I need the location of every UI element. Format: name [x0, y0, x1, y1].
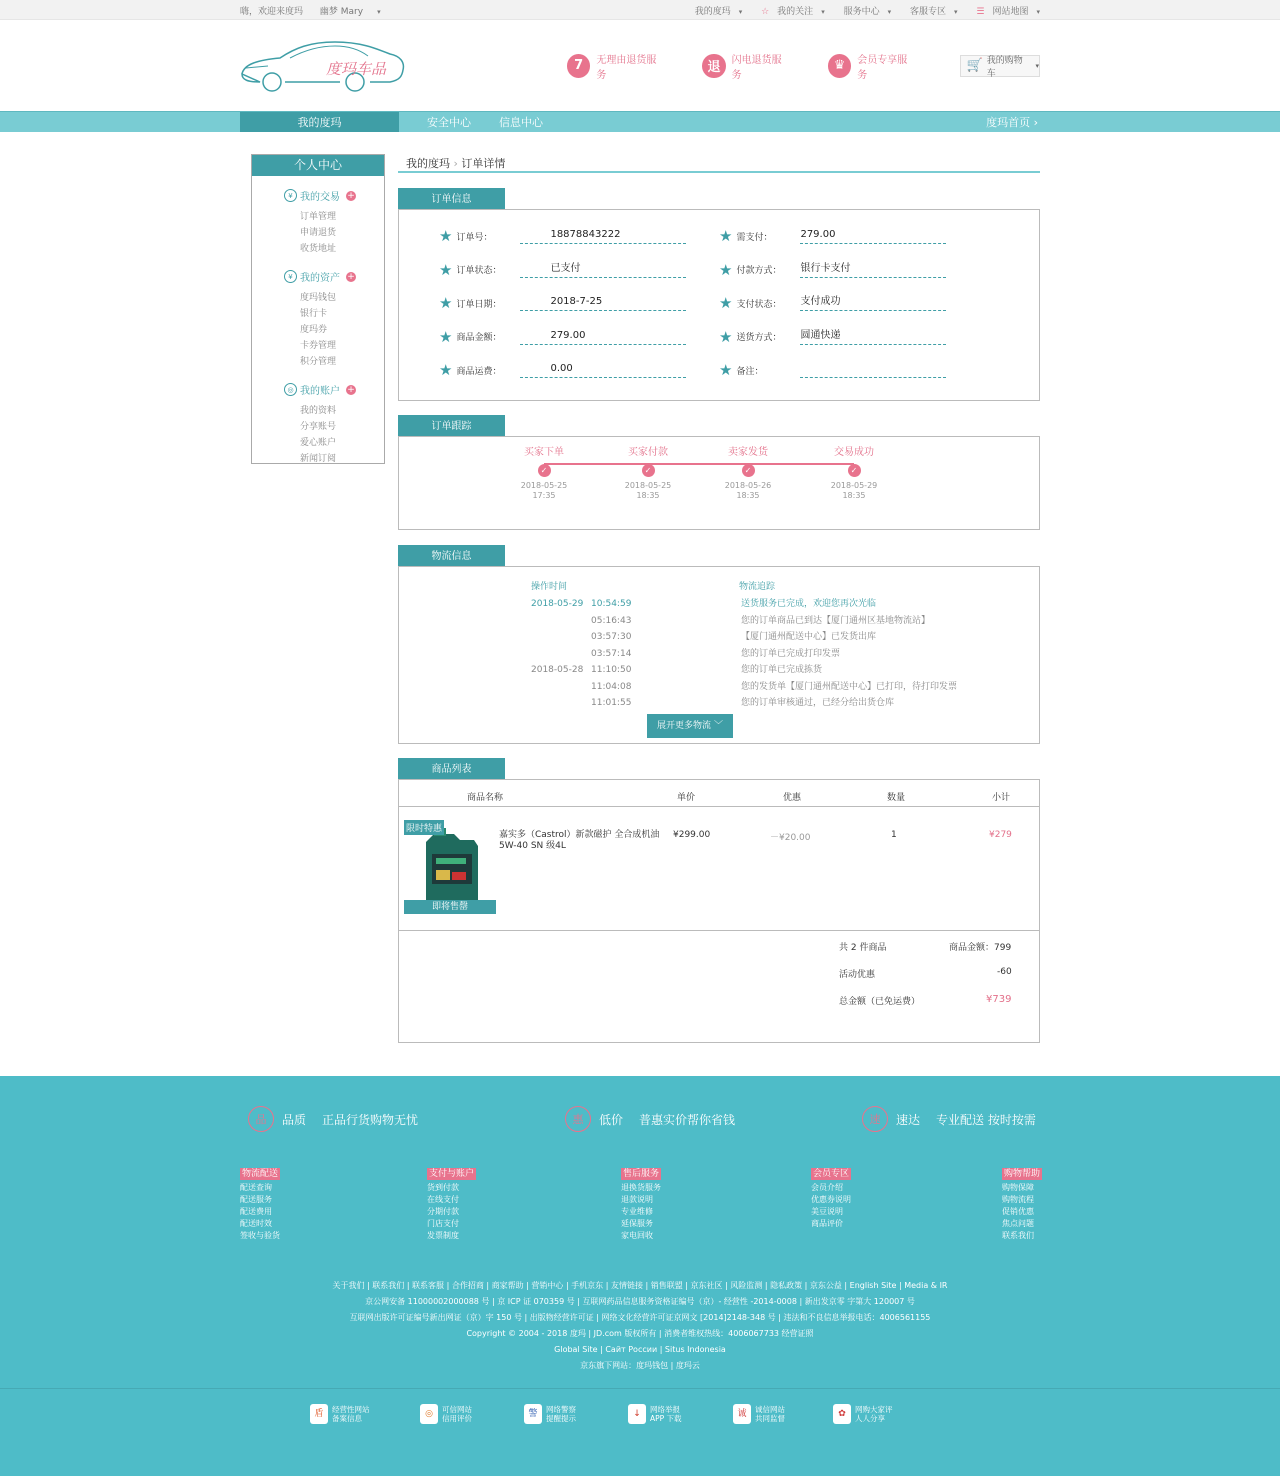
footer-link[interactable]: 延保服务	[621, 1219, 653, 1228]
progress-step	[608, 443, 688, 501]
footer-link[interactable]: 优惠券说明	[811, 1195, 851, 1204]
order-field	[439, 260, 686, 280]
caret-down-icon: ▾	[821, 7, 825, 16]
log-text: 您的订单已完成打印发票	[741, 648, 841, 659]
nav-home[interactable]: 度玛首页 ›	[986, 116, 1038, 129]
badge-line: 诚信网站	[755, 1405, 785, 1414]
field-value: 银行卡支付	[800, 262, 946, 278]
badge-line: 人人分享	[855, 1414, 885, 1423]
log-date: 2018-05-29	[531, 599, 584, 609]
footer-link[interactable]: 焦点问题	[1002, 1219, 1034, 1228]
col-name: 商品名称	[467, 793, 504, 803]
footer-link[interactable]: 配送查询	[240, 1183, 272, 1192]
cart-icon: 🛒	[966, 58, 983, 73]
badge-line: 备案信息	[332, 1414, 362, 1423]
log-time: 11:04:08	[591, 681, 632, 692]
caret-down-icon: ▾	[377, 7, 381, 16]
sidebar-group-assets	[252, 269, 384, 370]
check-icon: ✓	[742, 464, 755, 477]
footer-link[interactable]: 会员介绍	[811, 1183, 843, 1192]
log-time: 03:57:14	[591, 648, 632, 659]
badge-text	[332, 1405, 370, 1423]
shield-icon: ¥	[284, 189, 297, 202]
sidebar-item-card-manage[interactable]: 卡券管理	[300, 341, 337, 351]
star-icon: ★	[719, 260, 733, 279]
order-field	[439, 226, 686, 246]
footer-link[interactable]: 家电回收	[621, 1231, 653, 1240]
service-member[interactable]: ♛ 会员专享服务	[828, 51, 916, 81]
star-icon: ★	[719, 227, 733, 245]
badge-line: 网络举报	[650, 1405, 680, 1414]
footer-link[interactable]: 签收与验货	[240, 1231, 280, 1240]
sidebar-item-coupon[interactable]: 度玛券	[300, 325, 328, 335]
link-my-account[interactable]: 我的度玛 ▾	[694, 6, 743, 17]
field-value	[800, 362, 946, 378]
chevron-right-icon: ›	[453, 157, 462, 170]
trust-badge[interactable]	[310, 1404, 370, 1424]
greeting: 嗨，欢迎来度玛	[240, 6, 304, 17]
footer-link[interactable]: 配送时效	[240, 1219, 272, 1228]
tab-logistics: 物流信息	[398, 545, 505, 567]
user-icon: ◎	[284, 383, 297, 396]
sidebar-item-bankcard[interactable]: 银行卡	[300, 309, 328, 319]
badge-line: APP 下载	[650, 1414, 682, 1423]
main-content	[398, 154, 1040, 1007]
field-label: 订单状态：	[456, 266, 502, 276]
logo[interactable]	[240, 36, 405, 96]
goods-panel	[398, 779, 1040, 1043]
field-value: 0.00	[520, 362, 686, 378]
link-service-center[interactable]: 服务中心 ▾	[843, 6, 892, 17]
sidebar-item-points[interactable]: 积分管理	[300, 357, 337, 367]
speed-icon: 速	[862, 1106, 888, 1132]
top-bar	[0, 0, 1280, 20]
footer-column	[427, 1168, 476, 1242]
check-icon: ✓	[848, 464, 861, 477]
footer-column	[1002, 1168, 1042, 1242]
badge-text	[855, 1405, 893, 1423]
badge-text	[442, 1405, 472, 1423]
footer-column-title: 会员专区	[813, 1169, 850, 1179]
order-field	[719, 226, 946, 246]
footer-link[interactable]: 购物流程	[1002, 1195, 1034, 1204]
col-price: 单价	[677, 793, 696, 803]
log-date: 2018-05-28	[531, 665, 584, 675]
summary-count: 共 2 件商品	[839, 943, 887, 953]
divider	[399, 806, 1039, 807]
product-discount: －¥20.00	[770, 833, 811, 843]
divider	[399, 930, 1039, 931]
footer-column-title: 物流配送	[242, 1169, 279, 1179]
badge-icon: ◎	[420, 1404, 438, 1424]
badge-icon: ✿	[833, 1404, 851, 1424]
field-label: 需支付：	[736, 232, 773, 243]
badge-line: 可信网站	[442, 1405, 472, 1414]
sidebar-group-trade	[252, 188, 384, 257]
footer-link[interactable]: 门店支付	[427, 1219, 459, 1228]
step-name: 交易成功	[834, 447, 874, 458]
badge-icon: 警	[524, 1404, 542, 1424]
main-nav	[0, 111, 1280, 132]
logistics-panel	[398, 566, 1040, 744]
star-icon: ★	[439, 294, 453, 312]
col-time-header: 操作时间	[531, 582, 568, 592]
log-text: 您的订单商品已到达【厦门通州区基地物流站】	[741, 615, 931, 626]
order-tracking-panel	[398, 436, 1040, 530]
plus-icon[interactable]: +	[347, 384, 355, 395]
field-label: 订单日期：	[456, 299, 502, 310]
col-track-header: 物流追踪	[739, 582, 776, 592]
log-text: 您的发货单【厦门通州配送中心】已打印，待打印发票	[741, 681, 958, 692]
badge-text	[650, 1405, 682, 1423]
benefit-fast: 速 速达 专业配送 按时按需	[862, 1106, 1036, 1132]
footer-link[interactable]: 促销优惠	[1002, 1207, 1034, 1216]
plus-icon[interactable]: +	[347, 271, 355, 282]
step-date: 2018-05-26	[724, 481, 772, 490]
sidebar-title: 个人中心	[252, 155, 384, 176]
field-value: 2018-7-25	[520, 295, 686, 311]
crown-icon: ♛	[828, 54, 851, 78]
sidebar	[251, 154, 385, 464]
product-subtotal: ¥279	[989, 830, 1012, 840]
trust-badge[interactable]	[628, 1404, 682, 1424]
nav-security-center[interactable]: 安全中心	[427, 116, 471, 129]
quality-icon: 品	[248, 1106, 274, 1132]
progress-step	[708, 443, 788, 501]
nav-my-duma[interactable]: 我的度玛	[240, 112, 399, 132]
order-field	[439, 293, 686, 313]
star-icon: ★	[439, 227, 453, 245]
field-value: 18878843222	[520, 228, 686, 244]
chevron-down-icon: ﹀	[713, 721, 723, 731]
log-text: 您的订单已完成拣货	[741, 665, 823, 675]
sidebar-item-charity[interactable]: 爱心账户	[300, 438, 337, 448]
footer-links-line[interactable]: 关于我们 | 联系我们 | 联系客服 | 合作招商 | 商家帮助 | 营销中心 | 手机京东 | 友情链接 | 销售联盟 | 京东社区 | 风险监测 | 隐私政策 | 京东公益 | English Site | Media & IR	[332, 1281, 948, 1290]
footer-column	[240, 1168, 280, 1242]
trust-badge[interactable]	[420, 1404, 472, 1424]
log-time: 10:54:59	[591, 599, 632, 609]
sidebar-group-title[interactable]: ¥ 我的交易 +	[284, 188, 384, 203]
product-qty: 1	[891, 830, 897, 840]
order-field	[719, 293, 946, 313]
footer-link[interactable]: 联系我们	[1002, 1231, 1034, 1240]
badge-icon: 盾	[310, 1404, 328, 1424]
log-text: 送货服务已完成，欢迎您再次光临	[741, 599, 877, 609]
summary-total-value: ¥739	[986, 994, 1012, 1005]
step-name: 买家下单	[524, 447, 564, 458]
trust-badge[interactable]	[524, 1404, 576, 1424]
log-time: 11:10:50	[591, 665, 632, 675]
tab-order-info: 订单信息	[398, 188, 505, 210]
field-value: 支付成功	[800, 295, 946, 311]
star-icon: ★	[719, 294, 733, 312]
sidebar-item-news[interactable]: 新闻订阅	[300, 454, 337, 464]
sidebar-group-title[interactable]: ¥ 我的资产 +	[284, 269, 384, 284]
check-icon: ✓	[642, 464, 655, 477]
footer-column	[811, 1168, 851, 1230]
footer-link[interactable]: 退款说明	[621, 1195, 653, 1204]
star-icon: ★	[439, 260, 453, 279]
footer-links	[0, 1278, 1280, 1374]
summary-amount: 商品金额：799	[949, 943, 1012, 953]
footer-links-line: Copyright © 2004 - 2018 度玛 | JD.com 版权所有 | 消费者维权热线：4006067733 经营证照	[466, 1329, 814, 1338]
footer-link[interactable]: 专业维修	[621, 1207, 653, 1216]
step-date: 2018-05-29	[830, 481, 878, 490]
link-site-map[interactable]: ☰ 网站地图 ▾	[976, 6, 1040, 17]
col-subtotal: 小计	[992, 793, 1011, 803]
footer-link[interactable]: 商品评价	[811, 1219, 843, 1228]
log-text: 【厦门通州配送中心】已发货出库	[741, 632, 877, 642]
seven-days-icon: 7	[567, 54, 590, 78]
tab-order-tracking: 订单跟踪	[398, 415, 505, 437]
sidebar-item-profile[interactable]: 我的资料	[300, 406, 337, 416]
return-icon: 退	[702, 54, 725, 78]
step-time: 18:35	[736, 491, 760, 500]
benefit-quality: 品 品质 正品行货购物无忧	[248, 1106, 418, 1132]
footer-links-line[interactable]: 京东旗下网站：度玛钱包 | 度玛云	[580, 1361, 700, 1370]
badge-text	[546, 1405, 576, 1423]
field-label: 订单号：	[456, 232, 493, 243]
field-value: 279.00	[800, 228, 946, 244]
caret-down-icon: ▾	[954, 7, 958, 16]
product-image[interactable]	[404, 820, 496, 914]
field-value: 已支付	[520, 262, 686, 278]
star-icon: ☆	[761, 6, 770, 17]
sidebar-item-orders[interactable]: 订单管理	[300, 212, 337, 222]
tab-goods-list: 商品列表	[398, 758, 505, 780]
chevron-right-icon: ›	[1033, 116, 1038, 129]
field-label: 支付状态：	[736, 299, 782, 310]
footer-link[interactable]: 配送费用	[240, 1207, 272, 1216]
log-time: 11:01:55	[591, 698, 632, 708]
col-qty: 数量	[887, 793, 906, 803]
footer-link[interactable]: 配送服务	[240, 1195, 272, 1204]
logo-text: 度玛车品	[326, 59, 387, 78]
order-field	[719, 260, 946, 280]
trust-badge[interactable]	[833, 1404, 893, 1424]
sidebar-group-account	[252, 382, 384, 467]
link-customer-service[interactable]: 客服专区 ▾	[909, 6, 958, 17]
step-time: 18:35	[636, 491, 660, 500]
footer-column-title: 售后服务	[623, 1169, 660, 1179]
product-name[interactable]: 嘉实多（Castrol）新款磁护 全合成机油 5W-40 SN 级4L	[499, 830, 660, 851]
order-field	[439, 327, 686, 347]
tag-limited-offer: 限时特惠	[404, 820, 444, 835]
field-label: 送货方式：	[736, 333, 782, 343]
order-info-panel	[398, 209, 1040, 401]
sidebar-item-share[interactable]: 分享账号	[300, 422, 337, 432]
user-menu[interactable]: 幽梦 Mary ▾	[319, 6, 381, 17]
caret-down-icon: ▾	[887, 7, 892, 16]
footer-link[interactable]: 购物保障	[1002, 1183, 1034, 1192]
shield-icon: ¥	[284, 270, 297, 283]
header	[0, 20, 1280, 111]
log-time: 03:57:30	[591, 632, 632, 642]
cart-button[interactable]: 🛒 我的购物车 ▾	[960, 55, 1040, 77]
divider	[0, 1388, 1280, 1389]
footer-links-line: 互联网出版许可证编号新出网证（京）字 150 号 | 出版物经营许可证 | 网络文化经营许可证京网文 [2014]2148-348 号 | 违法和不良信息举报电话：4006561155	[349, 1313, 931, 1322]
field-label: 商品运费：	[456, 366, 502, 377]
sidebar-item-wallet[interactable]: 度玛钱包	[300, 293, 337, 303]
footer-link[interactable]: 在线支付	[427, 1195, 459, 1204]
field-value: 279.00	[520, 329, 686, 345]
breadcrumb-current: 订单详情	[461, 157, 506, 170]
badge-icon: 诚	[733, 1404, 751, 1424]
footer-link[interactable]: 美豆说明	[811, 1207, 843, 1216]
order-field	[719, 327, 946, 347]
star-icon: ★	[719, 361, 733, 379]
footer-link[interactable]: 退换货服务	[621, 1183, 661, 1192]
step-time: 17:35	[532, 491, 556, 500]
product-price: ¥299.00	[673, 830, 711, 840]
badge-text	[755, 1405, 785, 1423]
field-label: 备注：	[736, 366, 764, 377]
order-field	[719, 360, 946, 380]
log-time: 05:16:43	[591, 615, 632, 626]
footer-column-title: 购物帮助	[1004, 1169, 1041, 1179]
caret-down-icon: ▾	[1035, 61, 1039, 70]
order-field	[439, 360, 686, 380]
badge-line: 信用评价	[442, 1414, 472, 1423]
plus-icon[interactable]: +	[347, 190, 355, 201]
summary-total-label: 总金额（已免运费）	[839, 997, 921, 1007]
summary-promo-label: 活动优惠	[839, 970, 876, 980]
step-time: 18:35	[842, 491, 866, 500]
star-icon: ★	[439, 361, 453, 379]
menu-icon: ☰	[976, 6, 985, 17]
discount-icon: 惠	[565, 1106, 591, 1132]
badge-line: 网络警察	[546, 1405, 576, 1414]
footer	[0, 1076, 1280, 1476]
service-fast-return[interactable]: 退 闪电退货服务	[702, 51, 790, 81]
progress-step	[814, 443, 894, 501]
star-icon: ★	[719, 327, 733, 346]
footer-link[interactable]: 分期付款	[427, 1207, 459, 1216]
expand-logistics-button[interactable]: 展开更多物流 ﹀	[647, 714, 733, 738]
progress-line	[544, 463, 854, 465]
summary-promo-value: -60	[997, 967, 1012, 977]
tag-selling-out: 即将售罄	[404, 900, 496, 914]
field-label: 商品金额：	[456, 333, 502, 343]
badge-icon: ↓	[628, 1404, 646, 1424]
step-date: 2018-05-25	[520, 481, 568, 490]
nav-info-center[interactable]: 信息中心	[499, 116, 543, 129]
field-label: 付款方式：	[736, 266, 782, 276]
col-discount: 优惠	[783, 793, 802, 803]
step-name: 买家付款	[628, 447, 668, 458]
sidebar-group-title[interactable]: ◎ 我的账户 +	[284, 382, 384, 397]
footer-link[interactable]: 发票制度	[427, 1231, 459, 1240]
progress-step	[504, 443, 584, 501]
footer-links-line: 京公网安备 11000002000088 号 | 京 ICP 证 070359 号 | 互联网药品信息服务资格证编号（京）- 经营性 -2014-0008 | 新出发京零 字第大 120007 号	[365, 1297, 915, 1306]
service-no-reason-return[interactable]: 7 无理由退货服务	[567, 51, 664, 81]
sidebar-item-address[interactable]: 收货地址	[300, 244, 337, 254]
caret-down-icon: ▾	[1036, 7, 1040, 16]
badge-line: 经营性网站	[332, 1405, 370, 1414]
footer-links-line[interactable]: Global Site | Сайт России | Situs Indonesia	[554, 1345, 726, 1354]
link-my-follow[interactable]: ☆ 我的关注 ▾	[761, 6, 825, 17]
caret-down-icon: ▾	[738, 7, 743, 16]
star-icon: ★	[439, 327, 453, 346]
breadcrumb-root[interactable]: 我的度玛	[406, 157, 450, 170]
step-date: 2018-05-25	[624, 481, 672, 490]
log-text: 您的订单审核通过，已经分给出货仓库	[741, 698, 895, 708]
footer-column	[621, 1168, 661, 1242]
footer-link[interactable]: 货到付款	[427, 1183, 459, 1192]
sidebar-item-return[interactable]: 申请退货	[300, 228, 337, 238]
service-list	[567, 51, 916, 81]
badge-line: 共同监督	[755, 1414, 785, 1423]
field-value: 圆通快递	[800, 329, 946, 345]
badge-line: 网购大家评	[855, 1405, 893, 1414]
breadcrumb	[398, 154, 1040, 173]
step-name: 卖家发货	[728, 447, 768, 458]
badge-line: 提醒提示	[546, 1414, 576, 1423]
benefit-low-price: 惠 低价 普惠实价帮你省钱	[565, 1106, 735, 1132]
check-icon: ✓	[538, 464, 551, 477]
trust-badge[interactable]	[733, 1404, 785, 1424]
footer-column-title: 支付与账户	[429, 1169, 475, 1179]
